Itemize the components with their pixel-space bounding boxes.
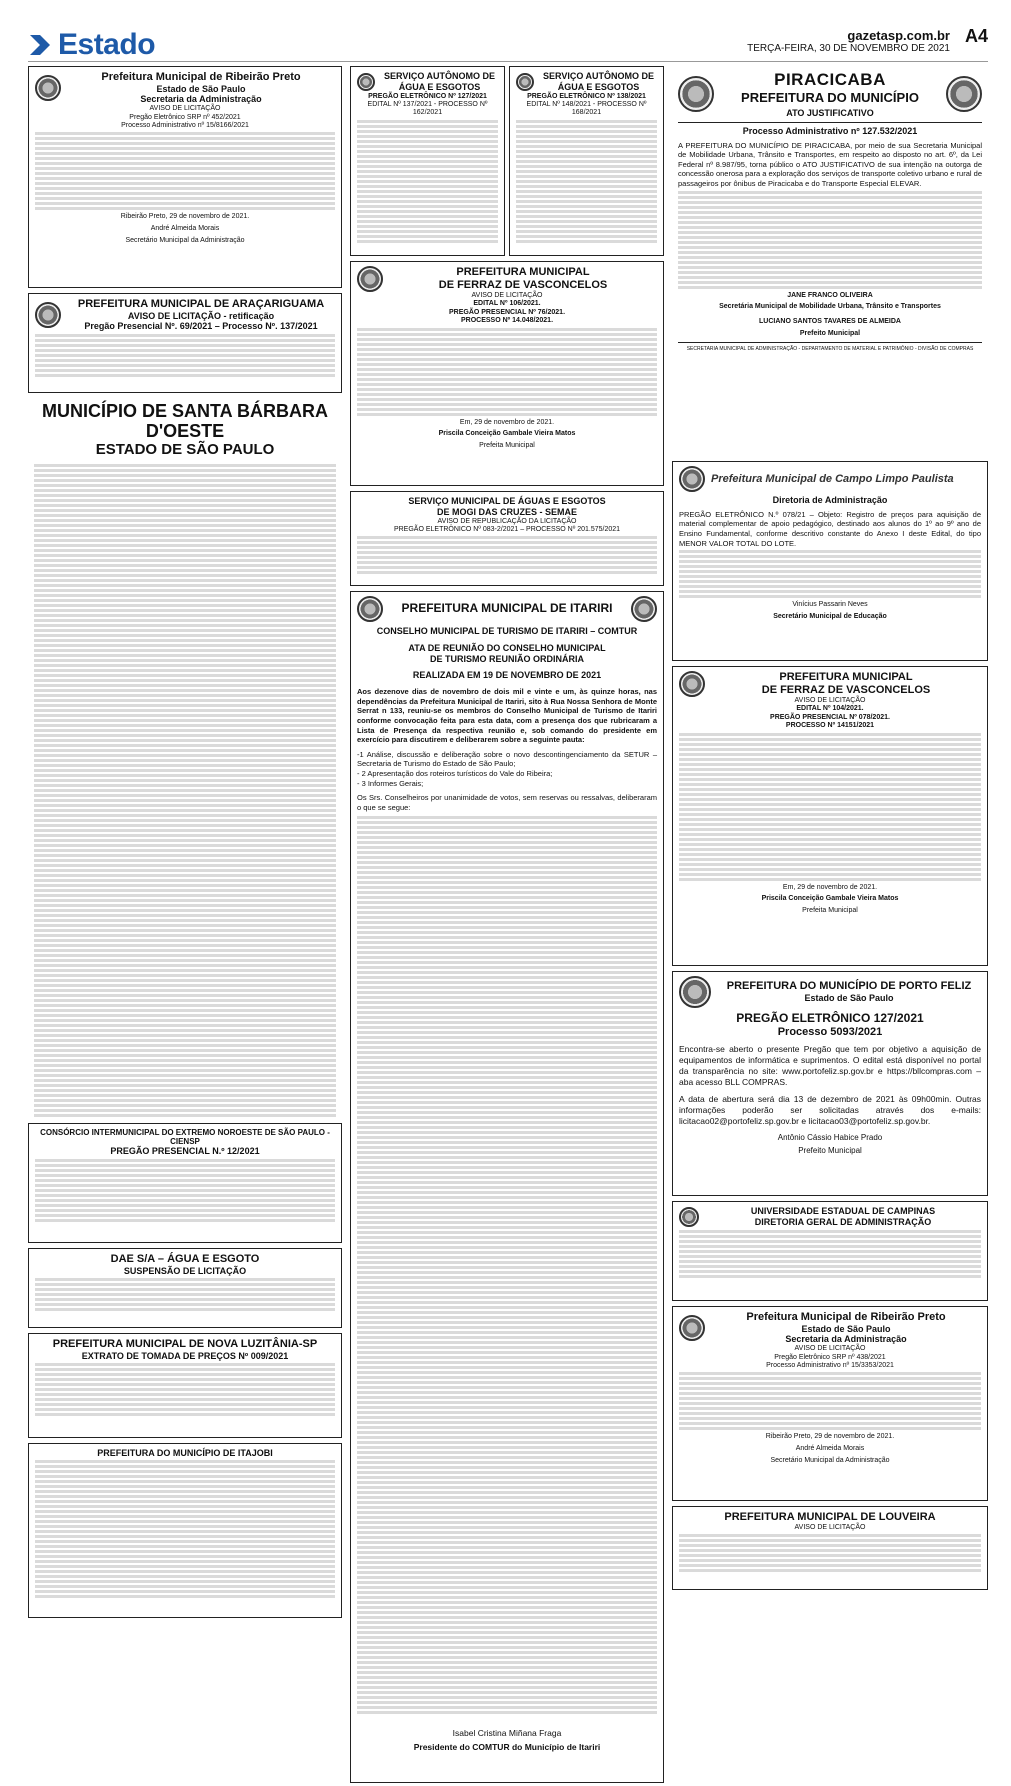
- notice-subtitle: Diretoria de Administração: [772, 495, 888, 505]
- notice-title: CONSÓRCIO INTERMUNICIPAL DO EXTREMO NOROESTE DE SÃO PAULO - CIENSP: [40, 1128, 330, 1147]
- notice-ferraz-2: [672, 666, 988, 966]
- notice-subtitle: REALIZADA EM 19 DE NOVEMBRO DE 2021: [412, 670, 602, 681]
- notice-body: Encontra-se aberto o presente Pregão que tem por objetivo a aquisição de equipamentos de informática e suprimentos. O edital está disponível no portal da transparência no site: www.portofeliz.sp.gov.br e https://bllcompras.com – aba acesso BLL COMPRAS.: [679, 1044, 981, 1088]
- signature-role: Prefeita Municipal: [802, 907, 858, 915]
- signature-name: LUCIANO SANTOS TAVARES DE ALMEIDA: [759, 318, 901, 326]
- coat-of-arms-icon: [35, 302, 61, 328]
- notice-itajobi: [28, 1443, 342, 1618]
- saae-pair: [350, 66, 664, 256]
- notice-itariri: [350, 591, 664, 1783]
- notice-title: Prefeitura Municipal de Campo Limpo Paulista: [711, 473, 954, 485]
- notice-body: A PREFEITURA DO MUNICÍPIO DE PIRACICABA, por meio de sua Secretaria Municipal de Mobilidade Urbana, Trânsito e Transportes, em respeito ao disposto no art. 6º, da Lei Federal nº 8.987/95, torna público o ATO JUSTIFICATIVO de sua intenção na outorga de concessão onerosa para a exploração dos serviços de transporte coletivo urbano e rural de passageiros por ônibus de Piracicaba e do Transporte Especial ELEVAR.: [678, 140, 982, 188]
- notice-type: AVISO DE LICITAÇÃO: [794, 1345, 866, 1353]
- signature-name: Vinícius Passarin Neves: [792, 601, 868, 609]
- right-column: [672, 66, 988, 1778]
- notice-title: DAE S/A – ÁGUA E ESGOTO: [110, 1253, 260, 1265]
- saae-logo-icon: [516, 73, 534, 91]
- notice-santa-barbara: [28, 398, 342, 1118]
- notice-title: DE FERRAZ DE VASCONCELOS: [761, 684, 931, 696]
- notice-title: PREFEITURA MUNICIPAL DE NOVA LUZITÂNIA-SP: [52, 1338, 318, 1350]
- chevron-right-icon: [28, 32, 54, 58]
- signature-role: Secretário Municipal da Administração: [125, 236, 245, 244]
- notice-nova-luzitania: [28, 1333, 342, 1438]
- notice-pregao: PREGÃO ELETRÔNICO Nº 138/2021: [527, 92, 646, 100]
- notice-title: PREFEITURA MUNICIPAL DE ITARIRI: [401, 601, 613, 616]
- notice-cienp: [28, 1123, 342, 1243]
- notice-ribeirao-preto-2: [672, 1306, 988, 1501]
- notice-title: Prefeitura Municipal de Ribeirão Preto: [746, 1311, 946, 1323]
- signature-role: Presidente do COMTUR do Município de Itariri: [413, 1741, 601, 1752]
- masthead-meta: [747, 28, 950, 54]
- notice-saae-1: [350, 66, 505, 256]
- notice-pregao: PREGÃO ELETRÔNICO Nº 127/2021: [368, 92, 487, 100]
- notice-processo: PROCESSO Nº 14151/2021: [785, 722, 875, 730]
- signature-name: André Almeida Morais: [150, 225, 220, 233]
- notice-type: AVISO DE LICITAÇÃO: [794, 697, 866, 704]
- notice-title: DE MOGI DAS CRUZES - SEMAE: [436, 506, 577, 517]
- minutes-lead: Aos dezenove dias de novembro de dois mil e vinte e um, às quinze horas, nas dependências da Prefeitura Municipal de Itariri, sito à Rua Nossa Senhora de Monte Serrat n 133, reuniu-se os membros do Conselho Municipal de Turismo de Itariri conforme convocação feita para esta data, com a presença dos que rubricaram a Lista de Presença da respectiva reunião e, sob comando do presidente em exercício para discutirem e deliberarem sobre a seguinte pauta:: [357, 687, 657, 745]
- site-link[interactable]: gazetasp.com.br: [847, 28, 950, 43]
- notice-aracariguama: [28, 293, 342, 393]
- unicamp-logo-icon: [679, 1207, 699, 1227]
- notice-edital: EDITAL Nº 106/2021.: [473, 300, 541, 308]
- masthead: [28, 22, 988, 62]
- notice-dae: [28, 1248, 342, 1328]
- notice-subtitle: PREGÃO PRESENCIAL N.º 12/2021: [110, 1146, 260, 1157]
- signature-role: Secretário Municipal de Educação: [773, 612, 887, 620]
- notice-title: PREFEITURA DO MUNICÍPIO DE PORTO FELIZ: [726, 980, 972, 993]
- notice-body: PREGÃO ELETRÔNICO N.º 078/21 – Objeto: Registro de preços para aquisição de material complementar de apoio pedagógico, destinado aos alunos do 1º ao 9º ano de Ensino Fundamental, conforme descritivo constante do Anexo I deste Edital, do tipo MENOR VALOR TOTAL DO LOTE.: [679, 509, 981, 548]
- notice-ferraz-1: [350, 261, 664, 486]
- middle-column: [350, 66, 664, 1778]
- notice-campo-limpo: [672, 461, 988, 661]
- notice-title: PREFEITURA MUNICIPAL: [779, 671, 913, 684]
- notice-subtitle: PREFEITURA DO MUNICÍPIO: [741, 90, 919, 105]
- notice-title: UNIVERSIDADE ESTADUAL DE CAMPINAS: [750, 1206, 936, 1216]
- coat-of-arms-icon: [679, 976, 711, 1008]
- left-column: [28, 66, 342, 1778]
- notice-subtitle: EXTRATO DE TOMADA DE PREÇOS Nº 009/2021: [81, 1350, 289, 1361]
- notice-subtitle: DE TURISMO REUNIÃO ORDINÁRIA: [429, 653, 584, 664]
- notice-title: SERVIÇO AUTÔNOMO DE ÁGUA E ESGOTOS: [383, 71, 495, 92]
- notice-title: Prefeitura Municipal de Ribeirão Preto: [101, 71, 301, 83]
- signature-role: Prefeito Municipal: [799, 329, 861, 337]
- coat-of-arms-icon: [679, 671, 705, 697]
- signature-date: Em, 29 de novembro de 2021.: [782, 883, 878, 891]
- notice-pregao: PREGÃO PRESENCIAL Nº 76/2021.: [448, 308, 566, 316]
- notice-title: PIRACICABA: [774, 70, 886, 89]
- signature-role: Prefeito Municipal: [798, 1145, 862, 1155]
- notice-porto-feliz: [672, 971, 988, 1196]
- notice-title: DIRETORIA GERAL DE ADMINISTRAÇÃO: [754, 1216, 932, 1227]
- notice-subtitle: Secretaria da Administração: [140, 94, 262, 105]
- notice-subtitle: Estado de São Paulo: [801, 1323, 891, 1334]
- page-number: A4: [964, 26, 988, 46]
- notice-pregao: Pregão Eletrônico SRP nº 438/2021: [774, 1353, 886, 1361]
- signature-date: Ribeirão Preto, 29 de novembro de 2021.: [765, 1433, 895, 1441]
- signature-role: Secretária Municipal de Mobilidade Urbana, Trânsito e Transportes: [719, 303, 941, 311]
- notice-processo: Processo Administrativo nº 15/8166/2021: [121, 122, 249, 130]
- signature-date: Ribeirão Preto, 29 de novembro de 2021.: [120, 213, 250, 221]
- notice-ribeirao-preto-1: [28, 66, 342, 288]
- notice-title: PREFEITURA MUNICIPAL DE LOUVEIRA: [724, 1511, 936, 1523]
- coat-of-arms-icon: [679, 466, 705, 492]
- notice-subtitle: ESTADO DE SÃO PAULO: [95, 440, 275, 458]
- notice-type: ATO JUSTIFICATIVO: [786, 108, 874, 118]
- notice-piracicaba: [672, 66, 988, 456]
- notice-type: AVISO DE LICITAÇÃO: [149, 105, 221, 113]
- coat-of-arms-icon: [946, 76, 982, 112]
- notice-semae-mogi: [350, 491, 664, 586]
- coat-of-arms-icon: [357, 596, 383, 622]
- notice-processo: Processo Administrativo nº 127.532/2021: [742, 125, 918, 136]
- agenda-item: - 2 Apresentação dos roteiros turísticos do Vale do Ribeira;: [357, 768, 553, 778]
- notice-louveira: [672, 1506, 988, 1590]
- notice-type: AVISO DE LICITAÇÃO: [794, 1523, 866, 1531]
- coat-of-arms-icon: [678, 76, 714, 112]
- notice-body: [35, 132, 335, 210]
- coat-of-arms-icon: [35, 75, 61, 101]
- coat-of-arms-icon: [357, 266, 383, 292]
- notice-title: PREFEITURA MUNICIPAL: [456, 266, 590, 279]
- coat-of-arms-icon: [679, 1315, 705, 1341]
- notice-processo: Processo Administrativo nº 15/3353/2021: [766, 1362, 894, 1370]
- notice-pregao: PREGÃO ELETRÔNICO 127/2021: [736, 1011, 924, 1025]
- notice-processo: Processo 5093/2021: [777, 1025, 883, 1038]
- minutes-paragraph: Os Srs. Conselheiros por unanimidade de votos, sem reservas ou ressalvas, deliberaram o que se segue:: [357, 793, 657, 812]
- notice-unicamp: [672, 1201, 988, 1301]
- notice-body: A data de abertura será dia 13 de dezembro de 2021 às 09h00min. Outras informações poderão ser solicitadas através dos e-mails: licitacao02@portofeliz.sp.gov.br e licitacao03@portofeliz.sp.gov.br.: [679, 1093, 981, 1126]
- signature-name: Antônio Cássio Habice Prado: [777, 1132, 883, 1142]
- signature-name: Priscila Conceição Gambale Vieira Matos: [761, 895, 899, 903]
- notice-subtitle: SUSPENSÃO DE LICITAÇÃO: [123, 1265, 247, 1276]
- brand: [28, 28, 155, 62]
- agenda-item: -1 Análise, discussão e deliberação sobre o novo descontingenciamento da SETUR – Secretaria de Turismo do Estado de São Paulo;: [357, 749, 657, 769]
- notice-edital: EDITAL Nº 148/2021 - PROCESSO Nº 168/2021: [526, 100, 647, 117]
- notice-footer: SECRETARIA MUNICIPAL DE ADMINISTRAÇÃO - DEPARTAMENTO DE MATERIAL E PATRIMÔNIO - DIVISÃO DE COMPRAS: [686, 345, 974, 352]
- notice-processo: PROCESSO Nº 14.048/2021.: [460, 317, 554, 325]
- notice-subtitle: Estado de São Paulo: [156, 83, 246, 94]
- issue-date: TERÇA-FEIRA, 30 DE NOVEMBRO DE 2021: [747, 43, 950, 54]
- agenda-item: - 3 Informes Gerais;: [357, 778, 424, 788]
- signature-role: Secretário Municipal da Administração: [770, 1456, 890, 1464]
- notice-pregao: PREGÃO ELETRÔNICO Nº 083-2/2021 – PROCESSO Nº 201.575/2021: [393, 525, 621, 533]
- notice-saae-2: [509, 66, 664, 256]
- notice-subtitle: ATA DE REUNIÃO DO CONSELHO MUNICIPAL: [408, 642, 606, 653]
- signature-name: Priscila Conceição Gambale Vieira Matos: [438, 430, 576, 438]
- brand-title: Estado: [58, 28, 156, 61]
- notice-title: PREFEITURA MUNICIPAL DE ARAÇARIGUAMA: [77, 298, 325, 310]
- notice-edital: EDITAL Nº 137/2021 - PROCESSO Nº 162/2021: [367, 100, 488, 117]
- notice-pregao: Pregão Presencial Nº. 69/2021 – Processo Nº. 137/2021: [84, 321, 318, 332]
- signature-role: Prefeita Municipal: [479, 442, 535, 450]
- notice-pregao: Pregão Eletrônico SRP nº 452/2021: [129, 113, 241, 121]
- notice-pregao: PREGÃO PRESENCIAL Nº 078/2021.: [770, 713, 890, 721]
- notice-title: SERVIÇO MUNICIPAL DE ÁGUAS E ESGOTOS: [408, 496, 606, 506]
- notice-type: AVISO DE REPUBLICAÇÃO DA LICITAÇÃO: [437, 517, 577, 525]
- notice-title: PREFEITURA DO MUNICÍPIO DE ITAJOBI: [97, 1448, 273, 1458]
- signature-name: JANE FRANCO OLIVEIRA: [787, 291, 873, 299]
- notice-edital: EDITAL Nº 104/2021.: [796, 705, 864, 713]
- comtur-logo-icon: [631, 596, 657, 622]
- signature-name: Isabel Cristina Miñana Fraga: [452, 1728, 562, 1739]
- signature-date: Em, 29 de novembro de 2021.: [459, 418, 555, 426]
- notice-title: SERVIÇO AUTÔNOMO DE ÁGUA E ESGOTOS: [542, 71, 654, 92]
- notice-title: DE FERRAZ DE VASCONCELOS: [438, 279, 608, 291]
- signature-name: André Almeida Morais: [795, 1445, 865, 1453]
- notice-subtitle: Secretaria da Administração: [785, 1334, 907, 1345]
- notice-subtitle: Estado de São Paulo: [804, 992, 894, 1003]
- notice-title: MUNICÍPIO DE SANTA BÁRBARA D'OESTE: [42, 401, 328, 441]
- notice-type: AVISO DE LICITAÇÃO: [471, 292, 543, 299]
- saae-logo-icon: [357, 73, 375, 91]
- notice-subtitle: CONSELHO MUNICIPAL DE TURISMO DE ITARIRI – COMTUR: [376, 626, 638, 636]
- notice-type: AVISO DE LICITAÇÃO - retificação: [127, 310, 275, 321]
